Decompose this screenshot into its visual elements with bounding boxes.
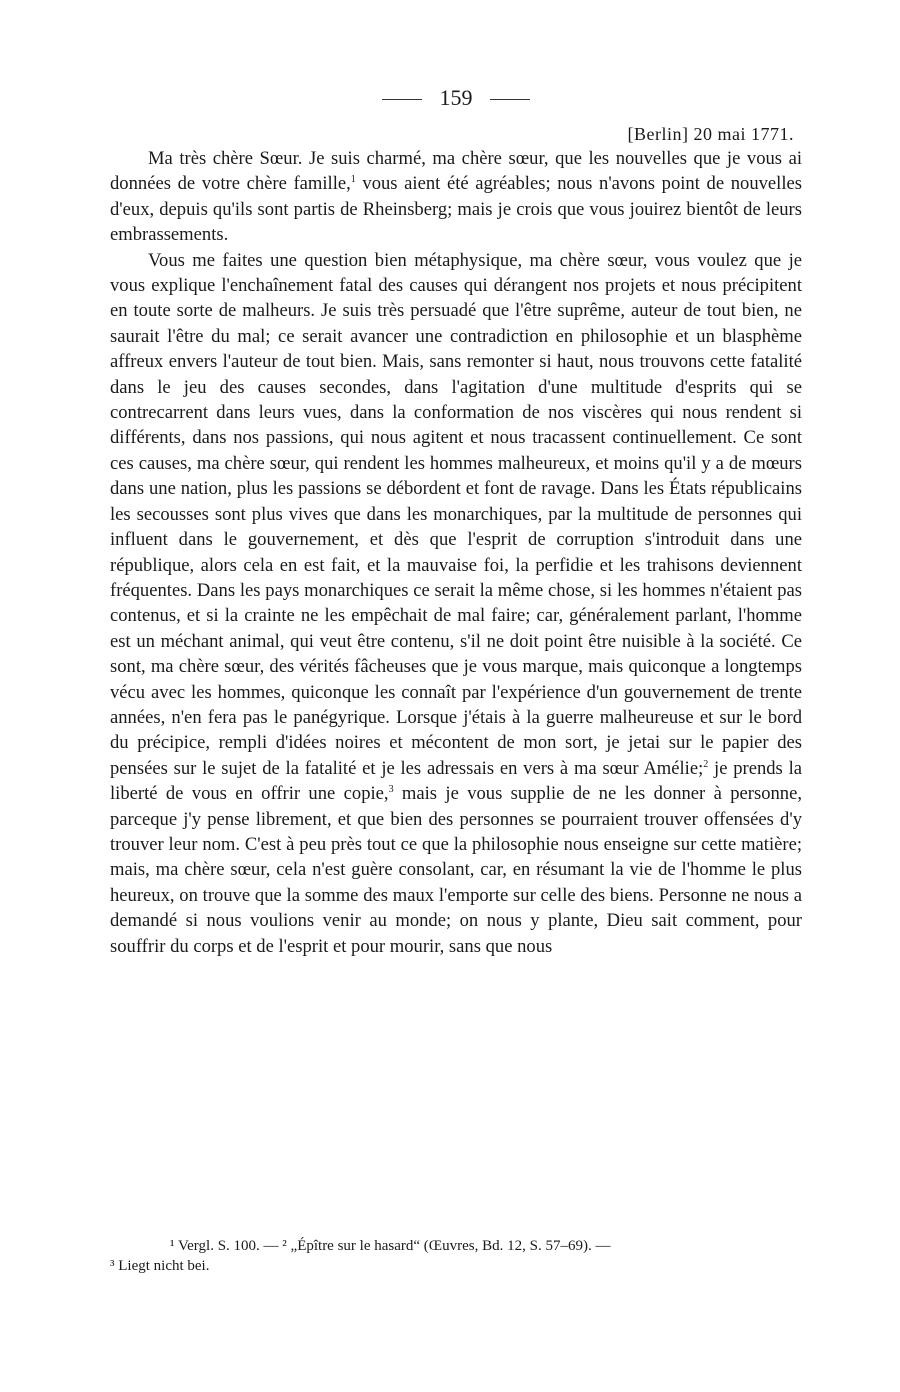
footnote-line-2: ³ Liegt nicht bei.: [110, 1258, 210, 1274]
footnotes: [110, 1236, 802, 1276]
footnote-ref-3: 3: [388, 783, 394, 795]
paragraph-1: [110, 146, 802, 248]
paragraph-2-text-b: je prends la liberté de vous en offrir une copie,: [110, 757, 802, 805]
page: [110, 80, 802, 959]
paragraph-1-text-a: Ma très chère Sœur. Je suis charmé, ma chère sœur, que les nouvelles que je vous ai données de votre chère famille,: [110, 148, 802, 195]
header-dash-right: [490, 99, 530, 100]
footnote-line-1: ¹ Vergl. S. 100. — ² „Épître sur le hasard“ (Œuvres, Bd. 12, S. 57–69). —: [170, 1238, 611, 1254]
page-header: [110, 80, 802, 116]
paragraph-2-text-a: Vous me faites une question bien métaphysique, ma chère sœur, vous voulez que je vous explique l'enchaînement fatal des causes qui dérangent nos projets et nous précipitent en toute sorte de malheurs. Je suis très persuadé que l'être suprême, auteur de tout bien, ne saurait l'être du mal; ce serait avancer une contradiction en philosophie et un blasphème affreux envers l'auteur de tout bien. Mais, sans remonter si haut, nous trouvons cette fatalité dans le jeu des causes secondes, dans l'agitation d'une multitude d'esprits qui se contrecarrent dans leurs vues, dans la conformation de nos viscères qui nous rendent si différents, dans nos passions, qui nous agitent et nous tracassent continuellement. Ce sont ces causes, ma chère sœur, qui rendent les hommes malheureux, et moins qu'il y a de mœurs dans une nation, plus les passions se débordent et font de ravage. Dans les États républicains les secousses sont plus vives que dans les monarchiques, par la multitude de personnes qui influent dans le gouvernement, et dès que l'esprit de corruption s'introduit dans une république, alors cela en est fait, et la mauvaise foi, la perfidie et les trahisons deviennent fréquentes. Dans les pays monarchiques ce serait la même chose, si les hommes n'étaient pas contenus, et si la crainte ne les empêchait de mal faire; car, généralement parlant, l'homme est un méchant animal, qui veut être contenu, s'il ne doit point être nuisible à la société. Ce sont, ma chère sœur, des vérités fâcheuses que je vous marque, mais quiconque a longtemps vécu avec les hommes, quiconque les connaît par l'expérience d'un gouvernement de trente années, n'en fera pas le panégyrique. Lorsque j'étais à la guerre malheureuse et sur le bord du précipice, rempli d'idées noires et mécontent de mon sort, je jetai sur le papier des pensées sur le sujet de la fatalité et je les adressais en vers à ma sœur Amélie;: [110, 249, 802, 779]
footnote-ref-1: 1: [350, 174, 356, 186]
paragraph-2-text-c: mais je vous supplie de ne les donner à personne, parceque j'y pense librement, et que bien des personnes se pourraient trouver offensées d'y trouver leur nom. C'est à peu près tout ce que la philosophie nous enseigne sur cette matière; mais, ma chère sœur, cela n'est guère consolant, car, en résumant la vie de l'homme le plus heureux, on trouve que la somme des maux l'emporte sur celle des biens. Personne ne nous a demandé si nous voulions venir au monde; on nous y plante, Dieu sait comment, pour souffrir du corps et de l'esprit et pour mourir, sans que nous: [110, 783, 802, 957]
paragraph-1-text-b: vous aient été agréables; nous n'avons point de nouvelles d'eux, depuis qu'ils sont partis de Rheinsberg; mais je crois que vous jouirez bientôt de leurs embrassements.: [110, 173, 802, 246]
footnote-ref-2: 2: [703, 758, 709, 770]
paragraph-2: [110, 248, 802, 959]
letter-dateline: [Berlin] 20 mai 1771.: [627, 124, 794, 144]
header-dash-left: [382, 99, 422, 100]
page-number: 159: [439, 85, 473, 110]
